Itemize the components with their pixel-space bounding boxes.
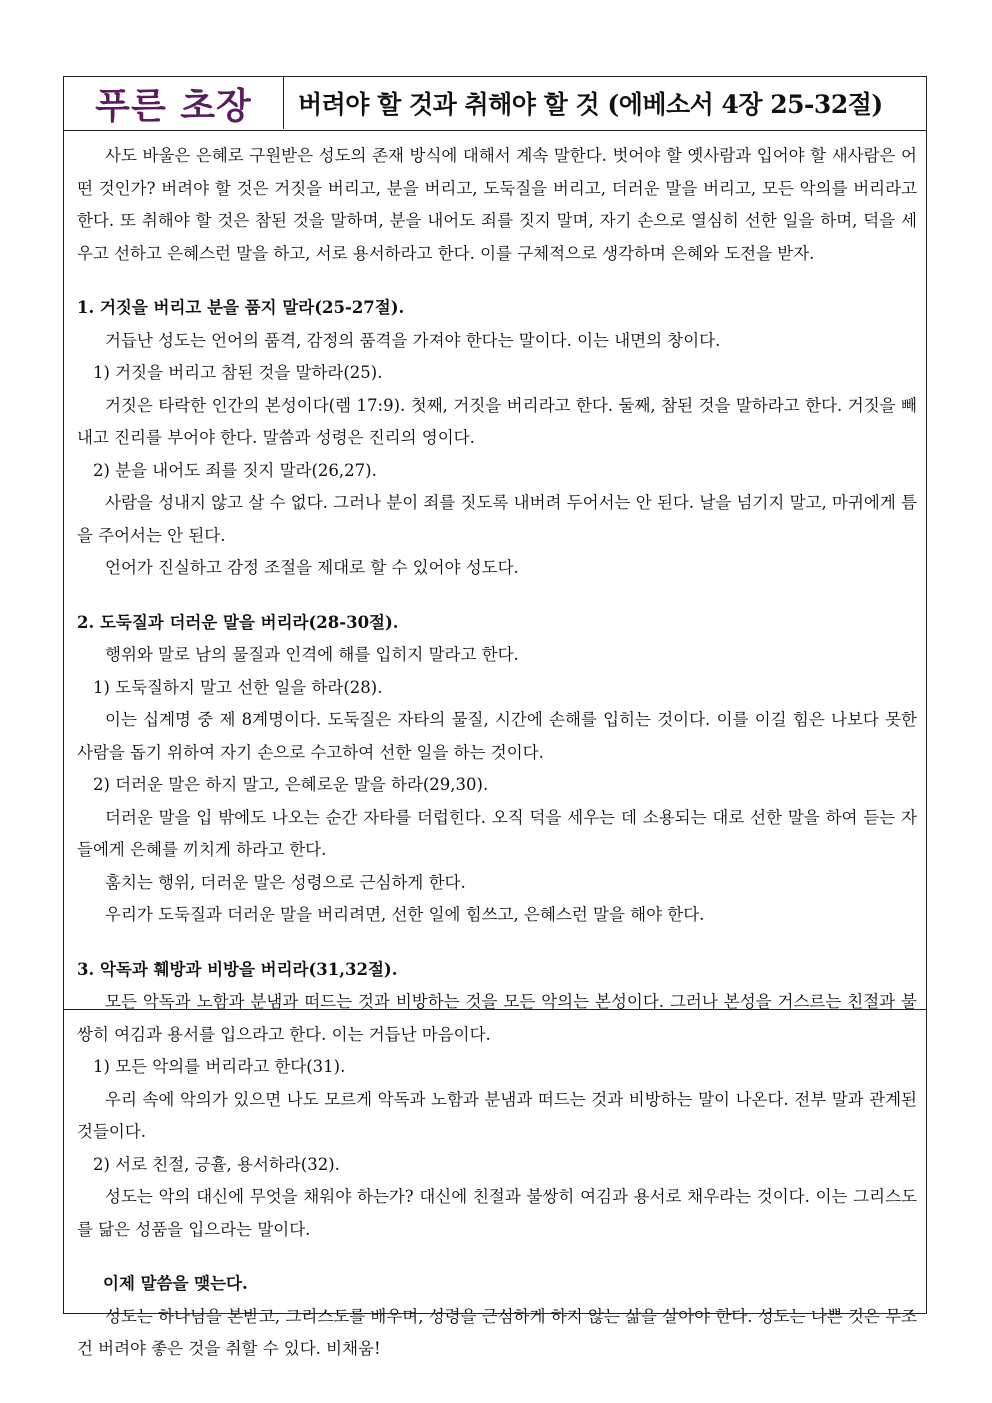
brand-title: 푸른 초장	[64, 77, 284, 129]
bulletin-frame	[63, 76, 927, 1358]
section-1-sub-2: 2) 분을 내어도 죄를 짓지 말라(26,27).	[93, 460, 377, 480]
intro-paragraph: 사도 바울은 은혜로 구원받은 성도의 존재 방식에 대해서 계속 말한다. 벗어야 할 옛사람과 입어야 할 새사람은 어떤 것인가? 버려야 할 것은 거짓을 버리고, 분을 버리고, 도둑질을 버리고, 더러운 말을 버리고, 모든 악의를 버리라고 한다. 또 취해야 할 것은 참된 것을 말하며, 분을 내어도 죄를 짓지 말며, 자기 손으로 열심히 선한 일을 하며, 덕을 세우고 선하고 은혜스런 말을 하고, 서로 용서하라고 한다. 이를 구체적으로 생각하며 은혜와 도전을 받자.	[77, 146, 917, 263]
section-1-sub-1: 1) 거짓을 버리고 참된 것을 말하라(25).	[93, 363, 383, 382]
section-2-sub-1-text: 이는 십계명 중 제 8계명이다. 도둑질은 자타의 물질, 시간에 손해를 입히는 것이다. 이를 이길 힘은 나보다 못한 사람을 돕기 위하여 자기 손으로 수고하여 선한 일을 하는 것이다.	[77, 710, 917, 762]
section-3-sub-1: 1) 모든 악의를 버리라고 한다(31).	[93, 1057, 346, 1076]
sermon-title: 버려야 할 것과 취해야 할 것 (에베소서 4장 25-32절)	[298, 90, 883, 119]
section-2-note: 훔치는 행위, 더러운 말은 성령으로 근심하게 한다.	[105, 872, 466, 892]
section-3-sub-2: 2) 서로 친절, 긍휼, 용서하라(32).	[93, 1154, 340, 1174]
section-2-sub-1: 1) 도둑질하지 말고 선한 일을 하라(28).	[93, 677, 383, 697]
closing-text: 성도는 하나님을 본받고, 그리스도를 배우며, 성령을 근심하게 하지 않는 삶을 살아야 한다. 성도는 나쁜 것은 무조건 버려야 좋은 것을 취할 수 있다. 비채움!	[77, 1306, 917, 1358]
section-2-sub-2: 2) 더러운 말은 하지 말고, 은혜로운 말을 하라(29,30).	[93, 775, 489, 794]
bulletin-frame-lower	[63, 1010, 927, 1314]
section-3-heading: 3. 악독과 훼방과 비방을 버리라(31,32절).	[77, 959, 398, 979]
section-1-sub-2-text: 사람을 성내지 않고 살 수 없다. 그러나 분이 죄를 짓도록 내버려 두어서는 안 된다. 날을 넘기지 말고, 마귀에게 틈을 주어서는 안 된다.	[77, 493, 917, 545]
section-2-summary: 우리가 도둑질과 더러운 말을 버리려면, 선한 일에 힘쓰고, 은혜스런 말을 해야 한다.	[105, 905, 705, 924]
section-2-heading: 2. 도둑질과 더러운 말을 버리라(28-30절).	[77, 612, 399, 632]
header	[64, 77, 926, 131]
section-1-summary: 언어가 진실하고 감정 조절을 제대로 할 수 있어야 성도다.	[105, 558, 519, 577]
section-1-lead: 거듭난 성도는 언어의 품격, 감정의 품격을 가져야 한다는 말이다. 이는 내면의 창이다.	[105, 330, 721, 350]
section-3-sub-2-text: 성도는 악의 대신에 무엇을 채워야 하는가? 대신에 친절과 불쌍히 여김과 용서로 채우라는 것이다. 이는 그리스도를 닮은 성품을 입으라는 말이다.	[77, 1187, 917, 1239]
section-3-sub-1-text: 우리 속에 악의가 있으면 나도 모르게 악독과 노함과 분냄과 떠드는 것과 비방하는 말이 나온다. 전부 말과 관계된 것들이다.	[77, 1089, 917, 1141]
closing-heading: 이제 말씀을 맺는다.	[103, 1274, 248, 1293]
section-3-lead: 모든 악독과 노함과 분냄과 떠드는 것과 비방하는 것을 모든 악의는 본성이다. 그러나 본성을 거스르는 친절과 불쌍히 여김과 용서를 입으라고 한다. 이는 거듭난 마음이다.	[77, 992, 917, 1044]
section-1-heading: 1. 거짓을 버리고 분을 품지 말라(25-27절).	[77, 298, 405, 317]
section-1-sub-1-text: 거짓은 타락한 인간의 본성이다(렘 17:9). 첫째, 거짓을 버리라고 한다. 둘째, 참된 것을 말하라고 한다. 거짓을 빼내고 진리를 부어야 한다. 말씀과 성령은 진리의 영이다.	[77, 395, 917, 447]
section-2-lead: 행위와 말로 남의 물질과 인격에 해를 입히지 말라고 한다.	[105, 645, 519, 664]
section-2-sub-2-text: 더러운 말을 입 밖에도 나오는 순간 자타를 더럽힌다. 오직 덕을 세우는 데 소용되는 대로 선한 말을 하여 듣는 자들에게 은혜를 끼치게 하라고 한다.	[77, 807, 917, 859]
